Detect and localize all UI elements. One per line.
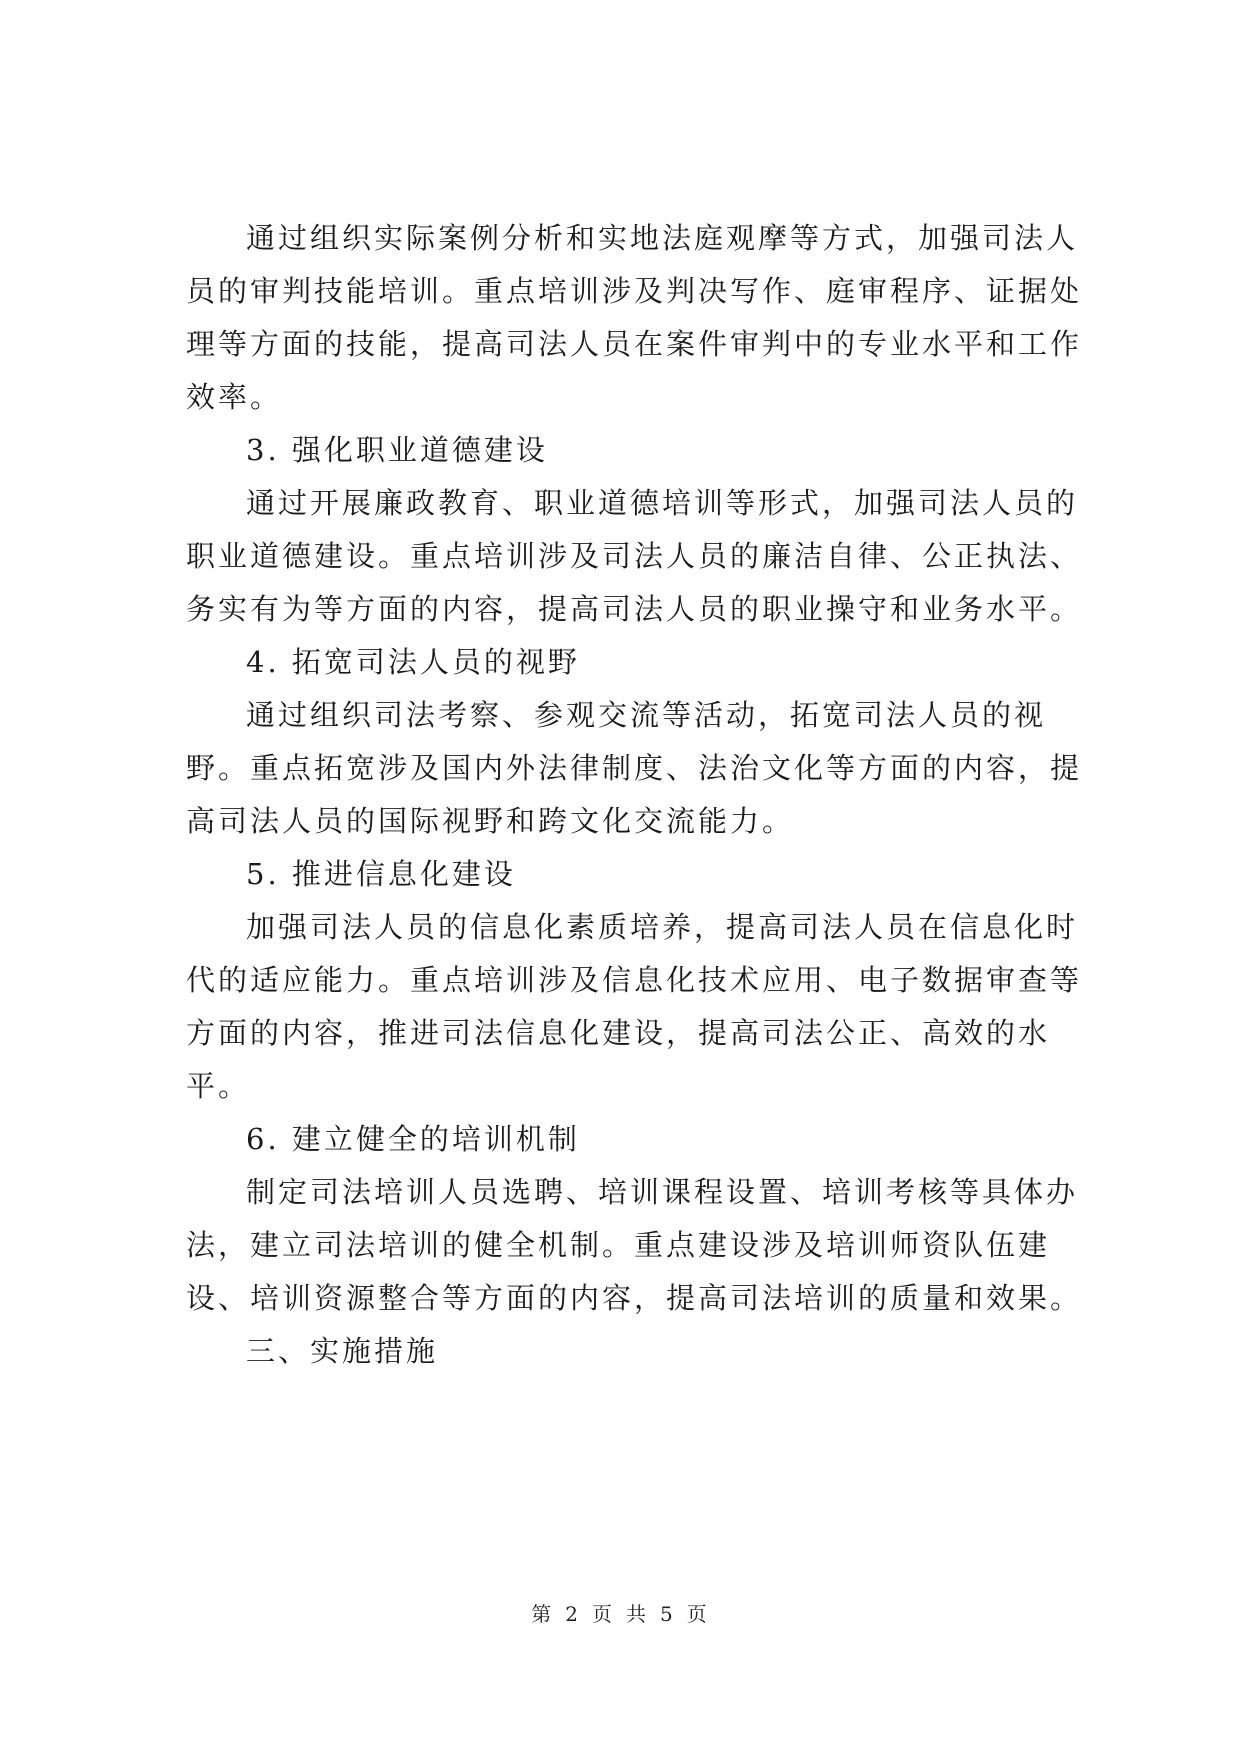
paragraph-line: 高司法人员的国际视野和跨文化交流能力。: [186, 804, 795, 838]
paragraph-line: 通过组织实际案例分析和实地法庭观摩等方式，加强司法人: [246, 221, 1079, 255]
paragraph-line: 设、培训资源整合等方面的内容，提高司法培训的质量和效果。: [186, 1281, 1083, 1315]
footer-total-pages: 5: [660, 1602, 675, 1626]
footer-page-mid: 页: [592, 1602, 614, 1626]
section-heading: 三、实施措施: [246, 1334, 439, 1368]
footer-total-prefix: 共: [626, 1602, 648, 1626]
footer-page-suffix: 页: [686, 1602, 709, 1626]
section-heading: 5. 推进信息化建设: [246, 857, 516, 891]
footer-current-page: 2: [565, 1602, 580, 1626]
page-footer: [0, 1600, 1240, 1628]
paragraph-line: 代的适应能力。重点培训涉及信息化技术应用、电子数据审查等: [186, 963, 1083, 997]
paragraph-line: 加强司法人员的信息化素质培养，提高司法人员在信息化时: [246, 910, 1079, 944]
paragraph-line: 法，建立司法培训的健全机制。重点建设涉及培训师资队伍建: [186, 1228, 1051, 1262]
footer-page-prefix: 第: [531, 1602, 554, 1626]
paragraph-line: 务实有为等方面的内容，提高司法人员的职业操守和业务水平。: [186, 592, 1083, 626]
paragraph-line: 方面的内容，推进司法信息化建设，提高司法公正、高效的水: [186, 1016, 1051, 1050]
paragraph-line: 通过组织司法考察、参观交流等活动，拓宽司法人员的视: [246, 698, 1047, 732]
section-heading: 6. 建立健全的培训机制: [246, 1122, 580, 1156]
paragraph-line: 效率。: [186, 380, 283, 414]
section-heading: 3. 强化职业道德建设: [246, 433, 548, 467]
section-heading: 4. 拓宽司法人员的视野: [246, 645, 580, 679]
paragraph-line: 制定司法培训人员选聘、培训课程设置、培训考核等具体办: [246, 1175, 1079, 1209]
paragraph-line: 理等方面的技能，提高司法人员在案件审判中的专业水平和工作: [186, 327, 1083, 361]
paragraph-line: 平。: [186, 1069, 251, 1103]
paragraph-line: 职业道德建设。重点培训涉及司法人员的廉洁自律、公正执法、: [186, 539, 1083, 573]
paragraph-line: 野。重点拓宽涉及国内外法律制度、法治文化等方面的内容，提: [186, 751, 1083, 785]
paragraph-line: 员的审判技能培训。重点培训涉及判决写作、庭审程序、证据处: [186, 274, 1083, 308]
paragraph-line: 通过开展廉政教育、职业道德培训等形式，加强司法人员的: [246, 486, 1079, 520]
